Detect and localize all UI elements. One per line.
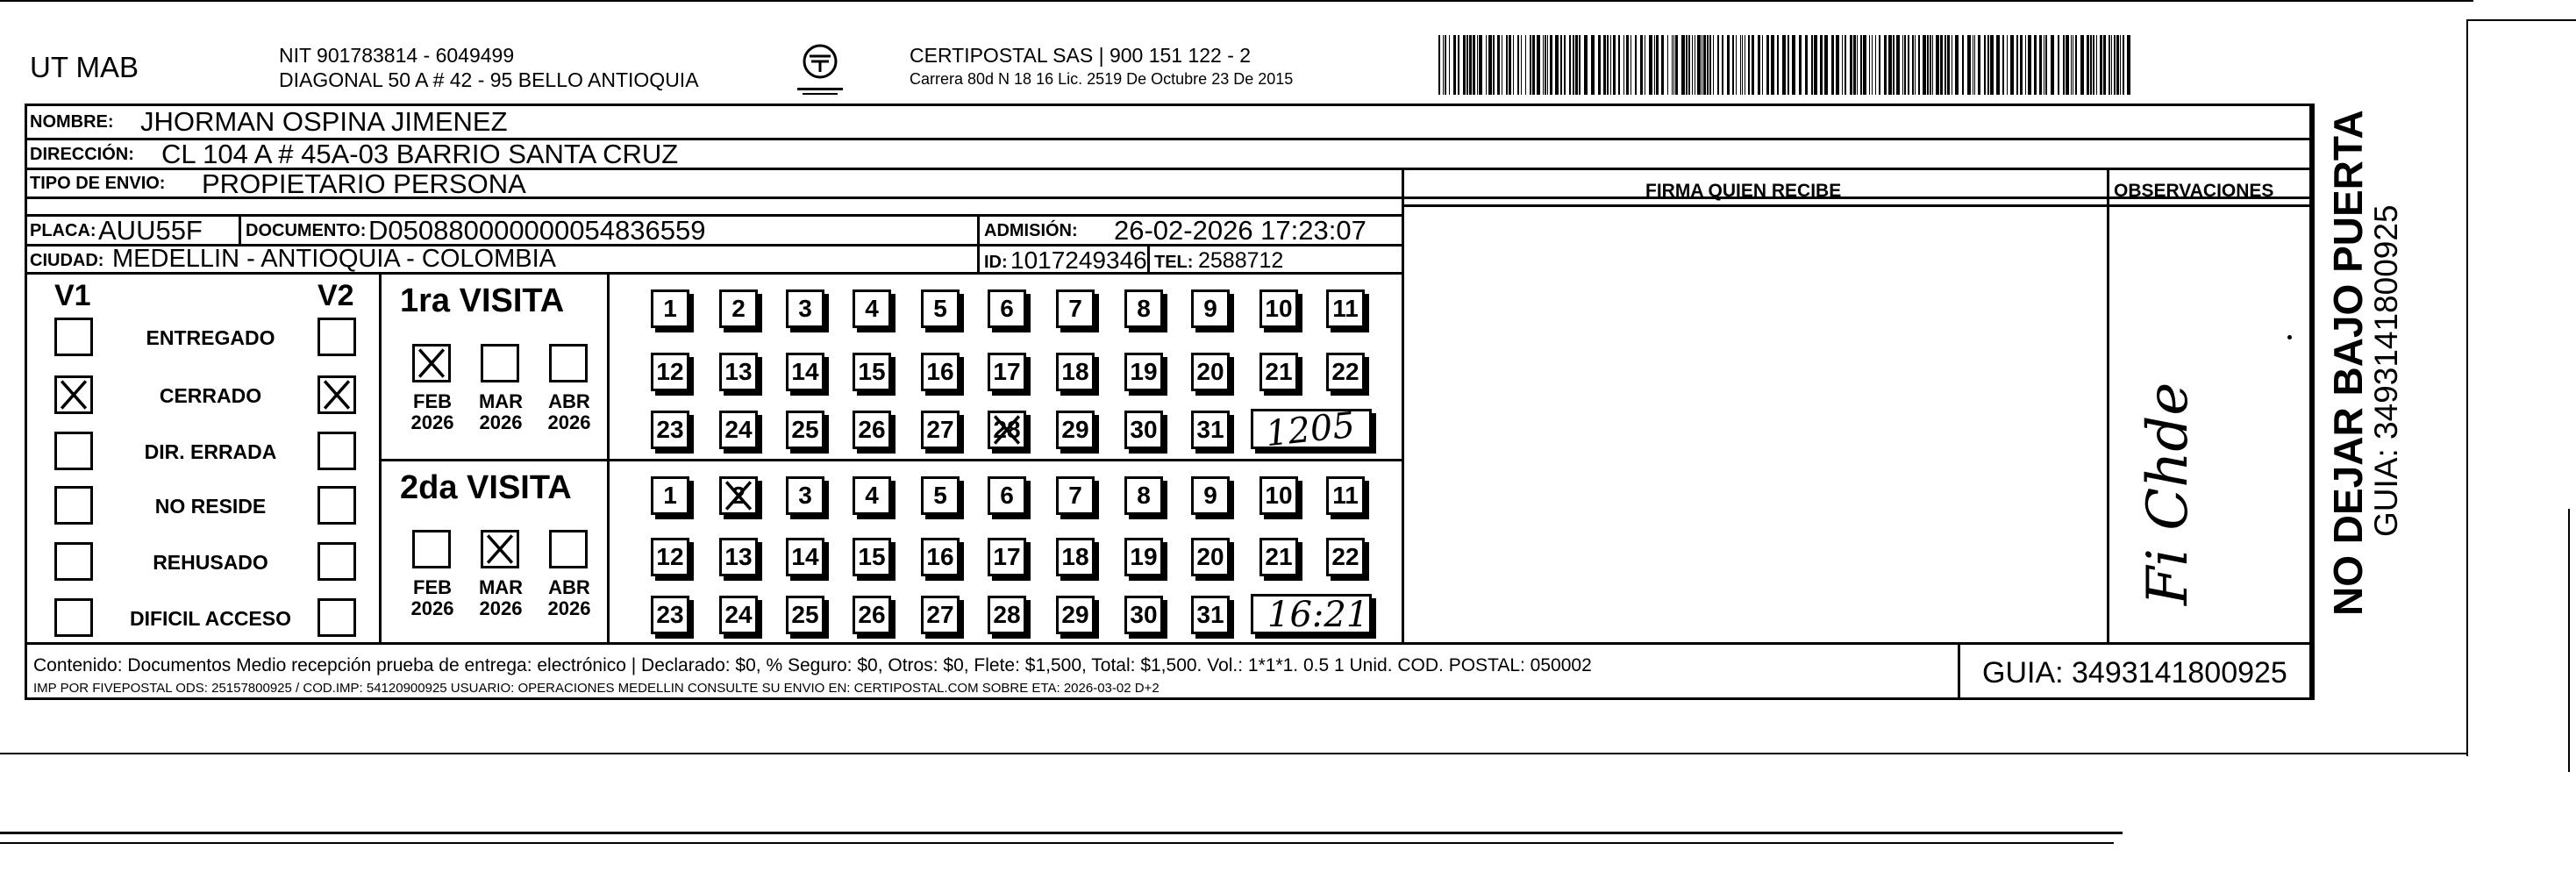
admision-label: ADMISIÓN: xyxy=(984,221,1078,240)
day-box[interactable] xyxy=(988,596,1026,634)
day-number: 2 xyxy=(731,482,746,509)
tipo-label: TIPO DE ENVIO: xyxy=(30,174,166,193)
day-box[interactable] xyxy=(853,476,891,515)
visit-month-checkbox[interactable] xyxy=(549,530,588,568)
nombre-value: JHORMAN OSPINA JIMENEZ xyxy=(140,106,508,137)
day-number: 7 xyxy=(1068,295,1082,322)
day-box[interactable] xyxy=(853,596,891,634)
day-number: 27 xyxy=(926,416,954,443)
day-box[interactable] xyxy=(921,289,960,328)
day-number: 20 xyxy=(1196,543,1224,570)
status-label: REHUSADO xyxy=(153,551,268,574)
day-box[interactable] xyxy=(786,289,824,328)
day-box[interactable] xyxy=(1191,353,1230,391)
day-box[interactable] xyxy=(1124,596,1163,634)
visit-year-label: 2026 xyxy=(547,597,591,619)
day-box[interactable] xyxy=(853,353,891,391)
day-box[interactable] xyxy=(1056,289,1095,328)
visit-month-checkbox[interactable] xyxy=(481,530,519,568)
tipo-value: PROPIETARIO PERSONA xyxy=(202,168,526,199)
ciudad-label: CIUDAD: xyxy=(30,251,104,270)
day-box[interactable] xyxy=(786,476,824,515)
day-box[interactable] xyxy=(786,353,824,391)
placa-value: AUU55F xyxy=(98,215,203,246)
day-number: 29 xyxy=(1061,601,1089,628)
v1-checkbox[interactable] xyxy=(54,375,93,414)
visit-month-checkbox[interactable] xyxy=(549,344,588,382)
day-box[interactable] xyxy=(1191,596,1230,634)
status-label: CERRADO xyxy=(159,384,262,407)
day-number: 26 xyxy=(858,601,886,628)
day-number: 1 xyxy=(663,482,677,509)
day-number: 19 xyxy=(1130,358,1158,385)
certipostal-line1: CERTIPOSTAL SAS | 900 151 122 - 2 xyxy=(910,44,1252,67)
status-label: DIR. ERRADA xyxy=(144,440,277,463)
day-box[interactable] xyxy=(786,411,824,449)
day-number: 31 xyxy=(1196,601,1224,628)
v1-checkbox[interactable] xyxy=(54,598,93,637)
barcode xyxy=(1438,35,2133,95)
day-number: 8 xyxy=(1137,482,1151,509)
day-number: 22 xyxy=(1331,358,1359,385)
day-number: 15 xyxy=(858,358,886,385)
day-box[interactable] xyxy=(921,476,960,515)
day-box[interactable] xyxy=(1259,353,1298,391)
day-number: 5 xyxy=(933,295,947,322)
visit-month-label: FEB xyxy=(413,576,452,598)
day-box[interactable] xyxy=(1326,289,1365,328)
admision-value: 26-02-2026 17:23:07 xyxy=(1114,215,1366,246)
top-border xyxy=(0,0,2473,2)
right-edge-line xyxy=(2466,19,2468,756)
day-number: 13 xyxy=(724,543,753,570)
day-number: 4 xyxy=(865,482,879,509)
nombre-label: NOMBRE: xyxy=(30,112,114,132)
day-number: 15 xyxy=(858,543,886,570)
day-number: 3 xyxy=(798,482,812,509)
visit-month-checkbox[interactable] xyxy=(412,344,451,382)
day-number: 17 xyxy=(993,358,1021,385)
day-box[interactable] xyxy=(1326,538,1365,576)
status-label: ENTREGADO xyxy=(146,326,275,349)
day-box[interactable] xyxy=(651,538,689,576)
visit2-time: 16:21 xyxy=(1267,595,1369,635)
day-number: 14 xyxy=(791,543,819,570)
day-box[interactable] xyxy=(719,289,758,328)
direccion-label: DIRECCIÓN: xyxy=(30,145,134,164)
day-box[interactable] xyxy=(1259,538,1298,576)
day-box[interactable] xyxy=(719,353,758,391)
visit-month-checkbox[interactable] xyxy=(481,344,519,382)
recipient-signature: Fi Chde xyxy=(2136,382,2201,605)
day-box[interactable] xyxy=(853,289,891,328)
day-box[interactable] xyxy=(1056,596,1095,634)
visit2-title: 2da VISITA xyxy=(400,469,572,506)
company-name: UT MAB xyxy=(30,51,139,83)
day-number: 10 xyxy=(1265,482,1293,509)
day-box[interactable] xyxy=(1191,476,1230,515)
tel-label: TEL: xyxy=(1154,253,1194,272)
certipostal-logo xyxy=(794,42,846,100)
visit2-time-box xyxy=(1251,594,1372,634)
day-box[interactable] xyxy=(1326,476,1365,515)
documento-value: D050880000000054836559 xyxy=(368,215,706,246)
v2-checkbox[interactable] xyxy=(318,432,356,470)
side-warning: NO DEJAR BAJO PUERTA xyxy=(2325,110,2371,616)
day-number: 5 xyxy=(933,482,947,509)
footer-line2: IMP POR FIVEPOSTAL ODS: 25157800925 / COD.IMP: 54120900925 USUARIO: OPERACIONES MEDELLIN CONSULTE SU ENVIO EN: CERTIPOSTAL.COM SOBRE ETA: 2026-03-02 D+2 xyxy=(33,681,1160,696)
placa-label: PLACA: xyxy=(30,221,96,240)
day-box[interactable] xyxy=(988,411,1026,449)
id-value: 1017249346 xyxy=(1010,247,1147,274)
day-number: 23 xyxy=(656,416,684,443)
day-box[interactable] xyxy=(853,538,891,576)
day-box[interactable] xyxy=(1056,538,1095,576)
day-box[interactable] xyxy=(988,538,1026,576)
v2-checkbox[interactable] xyxy=(318,486,356,525)
v1-checkbox[interactable] xyxy=(54,432,93,470)
day-number: 11 xyxy=(1332,482,1359,509)
day-number: 4 xyxy=(865,295,879,322)
day-number: 28 xyxy=(993,416,1021,443)
visit-year-label: 2026 xyxy=(410,411,454,433)
day-box[interactable] xyxy=(1056,476,1095,515)
day-number: 23 xyxy=(656,601,684,628)
day-box[interactable] xyxy=(651,353,689,391)
day-box[interactable] xyxy=(1056,411,1095,449)
day-box[interactable] xyxy=(921,596,960,634)
v2-checkbox[interactable] xyxy=(318,598,356,637)
day-number: 16 xyxy=(926,358,954,385)
day-number: 16 xyxy=(926,543,954,570)
visit1-time: 1205 xyxy=(1263,404,1357,455)
day-number: 27 xyxy=(926,601,954,628)
day-number: 24 xyxy=(724,601,753,628)
v2-checkbox[interactable] xyxy=(318,542,356,581)
day-box[interactable] xyxy=(1191,538,1230,576)
day-number: 1 xyxy=(663,295,677,322)
v1-checkbox[interactable] xyxy=(54,486,93,525)
day-box[interactable] xyxy=(719,596,758,634)
day-number: 6 xyxy=(1000,295,1014,322)
observaciones-header: OBSERVACIONES xyxy=(2114,181,2274,201)
day-number: 18 xyxy=(1061,543,1089,570)
v2-checkbox[interactable] xyxy=(318,375,356,414)
day-box[interactable] xyxy=(853,411,891,449)
day-box[interactable] xyxy=(786,596,824,634)
day-box[interactable] xyxy=(1124,476,1163,515)
direccion-value: CL 104 A # 45A-03 BARRIO SANTA CRUZ xyxy=(161,139,679,169)
day-box[interactable] xyxy=(1259,289,1298,328)
day-box[interactable] xyxy=(921,411,960,449)
day-number: 21 xyxy=(1265,543,1293,570)
v2-checkbox[interactable] xyxy=(318,318,356,356)
day-box[interactable] xyxy=(719,476,758,515)
day-number: 31 xyxy=(1196,416,1224,443)
day-number: 18 xyxy=(1061,358,1089,385)
day-number: 2 xyxy=(731,295,746,322)
day-box[interactable] xyxy=(988,476,1026,515)
visit-month-checkbox[interactable] xyxy=(412,530,451,568)
day-number: 26 xyxy=(858,416,886,443)
day-box[interactable] xyxy=(1124,538,1163,576)
documento-label: DOCUMENTO: xyxy=(246,221,367,240)
v2-header: V2 xyxy=(318,279,354,312)
v1-header: V1 xyxy=(54,279,91,312)
day-number: 19 xyxy=(1130,543,1158,570)
company-address: DIAGONAL 50 A # 42 - 95 BELLO ANTIOQUIA xyxy=(279,68,699,91)
day-box[interactable] xyxy=(921,538,960,576)
company-nit: NIT 901783814 - 6049499 xyxy=(279,44,515,67)
day-number: 21 xyxy=(1265,358,1293,385)
day-box[interactable] xyxy=(1124,411,1163,449)
firma-header: FIRMA QUIEN RECIBE xyxy=(1645,181,1842,201)
bottom-double-line-1 xyxy=(0,832,2123,834)
day-box[interactable] xyxy=(988,289,1026,328)
footer-guia: GUIA: 3493141800925 xyxy=(1982,656,2287,690)
visit-month-label: MAR xyxy=(478,390,524,412)
day-box[interactable] xyxy=(719,538,758,576)
status-label: NO RESIDE xyxy=(154,495,267,518)
day-box[interactable] xyxy=(1326,353,1365,391)
day-number: 14 xyxy=(791,358,819,385)
id-label: ID: xyxy=(984,253,1008,272)
side-guia: GUIA: 3493141800925 xyxy=(2368,204,2404,537)
day-number: 24 xyxy=(724,416,753,443)
day-number: 11 xyxy=(1332,295,1359,322)
day-number: 29 xyxy=(1061,416,1089,443)
right-edge-top xyxy=(2466,19,2576,21)
day-box[interactable] xyxy=(651,476,689,515)
visit-year-label: 2026 xyxy=(547,411,591,433)
far-right-edge xyxy=(2568,509,2570,772)
day-number: 9 xyxy=(1203,295,1217,322)
day-number: 30 xyxy=(1130,601,1158,628)
visit-year-label: 2026 xyxy=(479,597,523,619)
day-number: 12 xyxy=(656,543,684,570)
status-label: DIFICIL ACCESO xyxy=(129,607,291,630)
visit1-title: 1ra VISITA xyxy=(400,282,565,319)
day-box[interactable] xyxy=(651,596,689,634)
day-number: 12 xyxy=(656,358,684,385)
certipostal-line2: Carrera 80d N 18 16 Lic. 2519 De Octubre 23 De 2015 xyxy=(910,70,1294,88)
under-form-line xyxy=(0,753,2466,754)
visit-month-label: FEB xyxy=(413,390,452,412)
day-box[interactable] xyxy=(719,411,758,449)
day-box[interactable] xyxy=(786,538,824,576)
tel-value: 2588712 xyxy=(1198,248,1284,273)
visit-month-label: ABR xyxy=(548,576,590,598)
day-box[interactable] xyxy=(1124,289,1163,328)
day-number: 25 xyxy=(791,601,819,628)
day-box[interactable] xyxy=(1259,476,1298,515)
visit-month-label: ABR xyxy=(548,390,590,412)
bottom-double-line-2 xyxy=(0,842,2114,844)
visit-year-label: 2026 xyxy=(479,411,523,433)
day-number: 22 xyxy=(1331,543,1359,570)
visit1-time-box xyxy=(1251,404,1372,455)
footer-line1: Contenido: Documentos Medio recepción prueba de entrega: electrónico | Declarado: $0, % Seguro: $0, Otros: $0, Flete: $1,500, Total: $1,500. Vol.: 1*1*1. 0.5 1 Unid. COD. POSTAL: 050002 xyxy=(33,655,1592,675)
day-number: 6 xyxy=(1000,482,1014,509)
day-box[interactable] xyxy=(921,353,960,391)
day-box[interactable] xyxy=(1056,353,1095,391)
day-box[interactable] xyxy=(988,353,1026,391)
v1-checkbox[interactable] xyxy=(54,318,93,356)
v1-checkbox[interactable] xyxy=(54,542,93,581)
day-box[interactable] xyxy=(1191,411,1230,449)
day-number: 20 xyxy=(1196,358,1224,385)
day-number: 17 xyxy=(993,543,1021,570)
day-box[interactable] xyxy=(1124,353,1163,391)
day-number: 8 xyxy=(1137,295,1151,322)
day-number: 9 xyxy=(1203,482,1217,509)
day-number: 13 xyxy=(724,358,753,385)
day-box[interactable] xyxy=(1191,289,1230,328)
signature-dot xyxy=(2287,335,2292,339)
day-number: 7 xyxy=(1068,482,1082,509)
day-number: 25 xyxy=(791,416,819,443)
day-number: 30 xyxy=(1130,416,1158,443)
day-box[interactable] xyxy=(651,411,689,449)
day-number: 10 xyxy=(1265,295,1293,322)
day-number: 3 xyxy=(798,295,812,322)
ciudad-value: MEDELLIN - ANTIOQUIA - COLOMBIA xyxy=(112,245,556,273)
day-number: 28 xyxy=(993,601,1021,628)
visit-year-label: 2026 xyxy=(410,597,454,619)
day-box[interactable] xyxy=(651,289,689,328)
visit-month-label: MAR xyxy=(478,576,524,598)
